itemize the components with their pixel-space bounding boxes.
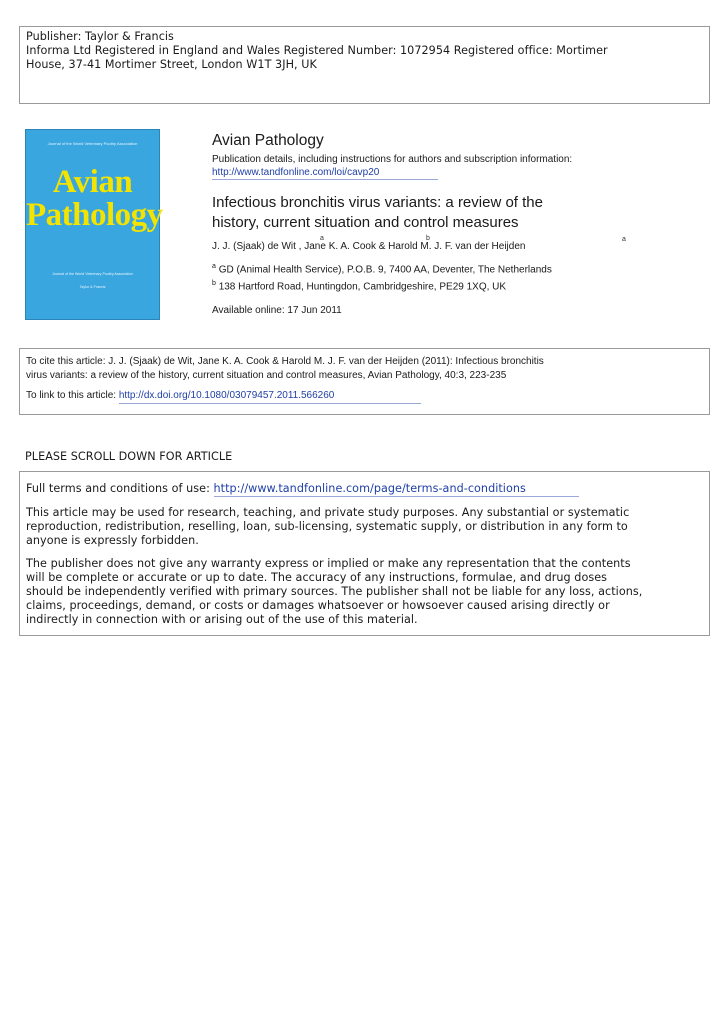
publisher-header-box bbox=[19, 26, 710, 104]
scroll-notice: PLEASE SCROLL DOWN FOR ARTICLE bbox=[25, 450, 233, 463]
author-sup-b: b bbox=[426, 235, 430, 242]
cover-publisher-logo: Taylor & Francis bbox=[79, 285, 106, 289]
cover-title-line1: Avian bbox=[52, 164, 133, 200]
disclaimer-line5: indirectly in connection with or arising out of the use of this material. bbox=[26, 613, 418, 626]
publication-details: Publication details, including instructions for authors and subscription information: bbox=[212, 154, 573, 165]
affiliation-a-text: GD (Animal Health Service), P.O.B. 9, 7400 AA, Deventer, The Netherlands bbox=[218, 264, 552, 276]
affiliation-b-text: 138 Hartford Road, Huntingdon, Cambridgeshire, PE29 1XQ, UK bbox=[218, 281, 507, 293]
terms-link[interactable]: http://www.tandfonline.com/page/terms-and-conditions bbox=[214, 482, 579, 497]
affiliation-b bbox=[212, 277, 506, 293]
terms-label: Full terms and conditions of use: bbox=[26, 482, 214, 495]
usage-paragraph bbox=[26, 506, 706, 548]
cover-top-text: Journal of the World Veterinary Poultry Association bbox=[47, 141, 138, 146]
address-line: House, 37-41 Mortimer Street, London W1T 3JH, UK bbox=[26, 58, 317, 71]
doi-link[interactable]: http://dx.doi.org/10.1080/03079457.2011.566260 bbox=[119, 389, 421, 404]
disclaimer-line3: should be independently verified with primary sources. The publisher shall not be liable for any loss, actions, bbox=[26, 585, 643, 598]
author-sup-a-2: a bbox=[622, 236, 626, 243]
journal-url-link[interactable]: http://www.tandfonline.com/loi/cavp20 bbox=[212, 166, 438, 180]
usage-line1: This article may be used for research, teaching, and private study purposes. Any substantial or systematic bbox=[26, 506, 630, 519]
disclaimer-line4: claims, proceedings, demand, or costs or damages whatsoever or howsoever caused arising directly or bbox=[26, 599, 610, 612]
citation-line2: virus variants: a review of the history, current situation and control measures, Avian Pathology, 40:3, 223-235 bbox=[26, 369, 507, 381]
disclaimer-line1: The publisher does not give any warranty express or implied or make any representation that the contents bbox=[26, 557, 631, 570]
disclaimer-paragraph bbox=[26, 557, 706, 627]
affiliation-a bbox=[212, 260, 552, 276]
affiliation-a-marker: a bbox=[212, 263, 216, 270]
registration-line: Informa Ltd Registered in England and Wales Registered Number: 1072954 Registered office: Mortimer bbox=[26, 44, 608, 57]
usage-line3: anyone is expressly forbidden. bbox=[26, 534, 199, 547]
article-title-line2: history, current situation and control measures bbox=[212, 213, 519, 231]
journal-cover-image bbox=[25, 129, 163, 320]
cover-title bbox=[26, 164, 163, 233]
disclaimer-line2: will be complete or accurate or up to date. The accuracy of any instructions, formulae, and drug doses bbox=[26, 571, 608, 584]
publisher-line: Publisher: Taylor & Francis bbox=[26, 30, 174, 43]
available-online: Available online: 17 Jun 2011 bbox=[212, 305, 342, 316]
article-title-line1: Infectious bronchitis virus variants: a review of the bbox=[212, 194, 543, 211]
article-title bbox=[212, 193, 632, 232]
author-sup-a-1: a bbox=[320, 235, 324, 242]
citation-line1: To cite this article: J. J. (Sjaak) de Wit, Jane K. A. Cook & Harold M. J. F. van der Heijden (2011): Infectious bronchitis bbox=[26, 356, 544, 367]
cover-subtitle: Journal of the World Veterinary Poultry Association bbox=[52, 272, 133, 276]
article-link-label: To link to this article: bbox=[26, 390, 119, 401]
journal-name: Avian Pathology bbox=[212, 132, 324, 149]
cover-title-line2: Pathology bbox=[26, 197, 163, 233]
citation-box bbox=[19, 348, 710, 415]
terms-box bbox=[19, 471, 710, 636]
affiliation-b-marker: b bbox=[212, 280, 216, 287]
usage-line2: reproduction, redistribution, reselling, loan, sub-licensing, systematic supply, or distribution in any form to bbox=[26, 520, 628, 533]
authors-line: J. J. (Sjaak) de Wit , Jane K. A. Cook & Harold M. J. F. van der Heijden bbox=[212, 241, 526, 252]
